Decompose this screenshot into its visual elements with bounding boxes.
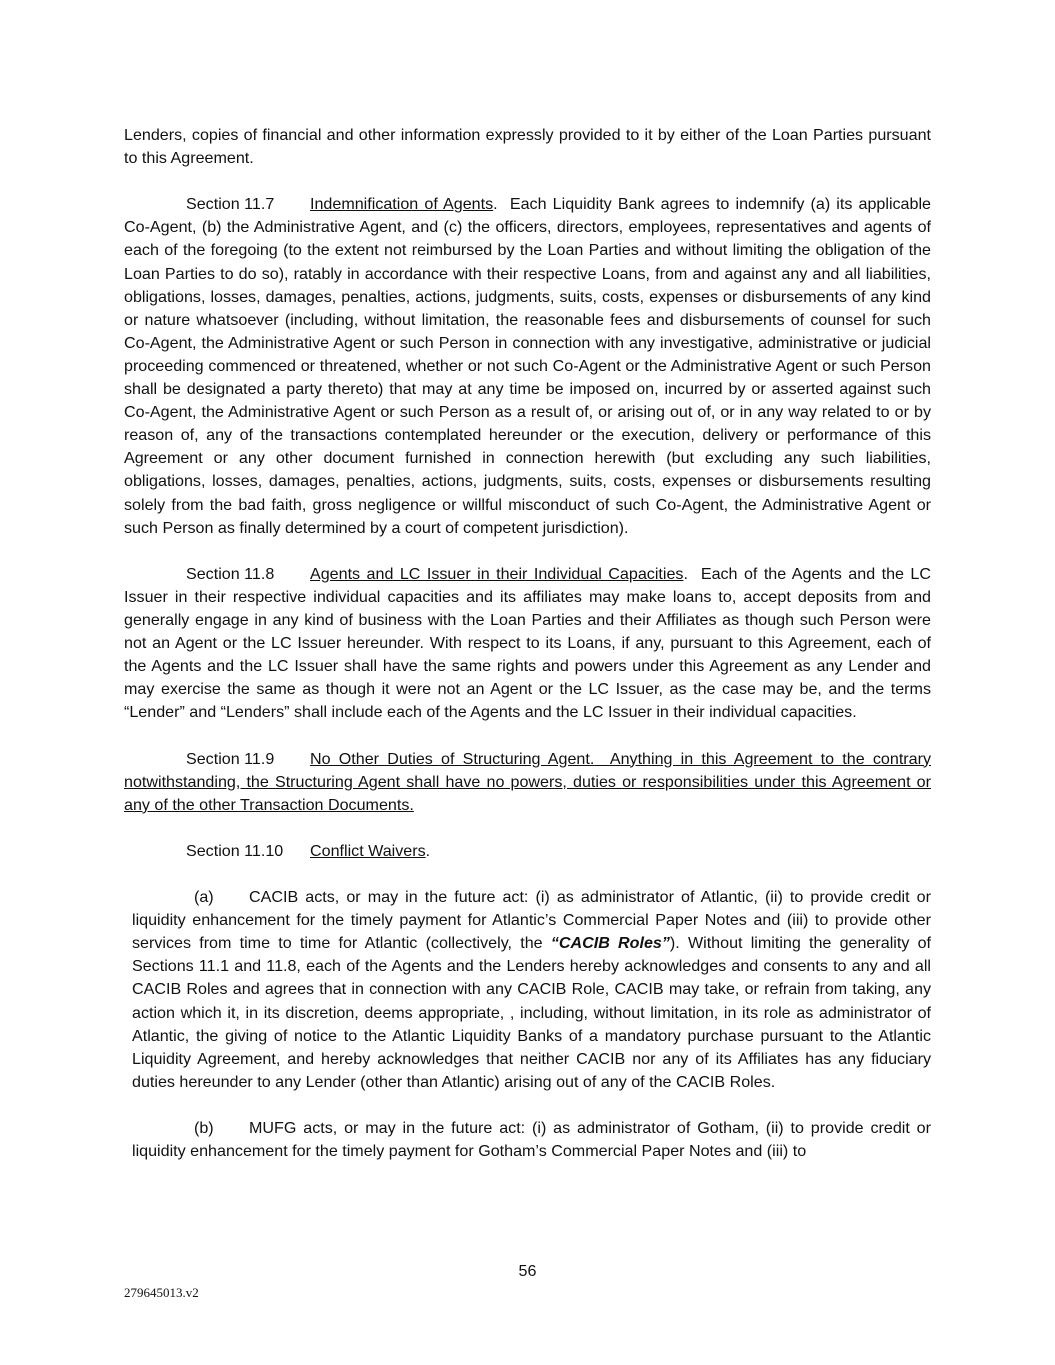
section-11-10-number: Section 11.10 — [186, 841, 284, 860]
section-11-8-number: Section 11.8 — [186, 564, 275, 583]
subsection-a-text-before: CACIB acts, or may in the future act: (i) as administrator of Atlantic, (ii) to provide credit or liquidity enhancement for the timely payment for Atlantic’s Commercial Paper Notes and (iii) to provide other services from time to time for Atlantic (collectively, the — [132, 888, 931, 953]
section-11-10: Section 11.10 Conflict Waivers. — [124, 840, 931, 863]
subsection-a-defined-term: “CACIB Roles” — [550, 934, 670, 953]
section-11-10-title: Conflict Waivers — [310, 841, 426, 860]
subsection-b-label: (b) — [194, 1119, 214, 1138]
section-11-9 — [124, 748, 931, 817]
section-11-9-body: Anything in this Agreement to the contrary notwithstanding, the Structuring Agent shall have no powers, duties or responsibilities under this Agreement or any of the other Transaction Documents. — [124, 749, 932, 814]
subsection-b — [132, 1117, 931, 1163]
section-11-7-title: Indemnification of Agents — [310, 195, 494, 214]
subsection-a — [132, 886, 931, 1094]
document-id: 279645013.v2 — [124, 1285, 199, 1300]
subsection-b-text: MUFG acts, or may in the future act: (i) as administrator of Gotham, (ii) to provide credit or liquidity enhancement for the timely payment for Gotham’s Commercial Paper Notes and (iii) to — [132, 1119, 931, 1161]
continuation-paragraph — [124, 124, 931, 170]
section-11-8-title: Agents and LC Issuer in their Individual Capacities — [310, 564, 684, 583]
continuation-text: Lenders, copies of financial and other information expressly provided to it by either of the Loan Parties pursuant to this Agreement. — [124, 126, 931, 168]
section-11-8: Section 11.8 Agents and LC Issuer in their Individual Capacities. Each of the Agents and the LC Issuer in their respective individual capacities and its affiliates may make loans to, accept deposits from and generally engage in any kind of business with the Loan Parties and their Affiliates as though such Person were not an Agent or the LC Issuer hereunder. With respect to its Loans, if any, pursuant to this Agreement, each of the Agents and the LC Issuer shall have the same rights and powers under this Agreement as any Lender and may exercise the same as though it were not an Agent or the LC Issuer, as the case may be, and the terms “Lender” and “Lenders” shall include each of the Agents and the LC Issuer in their individual capacities. — [124, 564, 931, 722]
page-number: 56 — [518, 1262, 537, 1280]
section-11-9-title: No Other Duties of Structuring Agent. — [310, 749, 595, 768]
subsection-a-text-after: ). Without limiting the generality of Sections 11.1 and 11.8, each of the Agents and the Lenders hereby acknowledges and consents to any and all CACIB Roles and agrees that in connection with any CACIB Role, CACIB may take, or refrain from taking, any action which it, in its discretion, deems appropriate, , including, without limitation, in its role as administrator of Atlantic, the giving of notice to the Atlantic Liquidity Banks of a mandatory purchase pursuant to the Atlantic Liquidity Agreement, and hereby acknowledges that neither CACIB nor any of its Affiliates has any fiduciary duties hereunder to any Lender (other than Atlantic) arising out of any of the CACIB Roles. — [132, 934, 931, 1091]
document-body — [124, 124, 931, 1186]
section-11-7: Section 11.7 Indemnification of Agents. Each Liquidity Bank agrees to indemnify (a) its applicable Co-Agent, (b) the Administrative Agent, and (c) the officers, directors, employees, representatives and agents of each of the foregoing (to the extent not reimbursed by the Loan Parties and without limiting the obligation of the Loan Parties to do so), ratably in accordance with their respective Loans, from and against any and all liabilities, obligations, losses, damages, penalties, actions, judgments, suits, costs, expenses or disbursements of any kind or nature whatsoever (including, without limitation, the reasonable fees and disbursements of counsel for such Co-Agent, the Administrative Agent or such Person in connection with any investigative, administrative or judicial proceeding commenced or threatened, whether or not such Co-Agent or the Administrative Agent or such Person shall be designated a party thereto) that may at any time be imposed on, incurred by or asserted against such Co-Agent, the Administrative Agent or such Person as a result of, or arising out of, or in any way related to or by reason of, any of the transactions contemplated hereunder or the execution, delivery or performance of this Agreement or any other document furnished in connection herewith (but excluding any such liabilities, obligations, losses, damages, penalties, actions, judgments, suits, costs, expenses or disbursements resulting solely from the bad faith, gross negligence or willful misconduct of such Co-Agent, the Administrative Agent or such Person as finally determined by a court of competent jurisdiction). — [124, 195, 931, 537]
subsection-a-label: (a) — [194, 888, 214, 907]
section-11-9-number: Section 11.9 — [186, 749, 275, 768]
section-11-8-body: Each of the Agents and the LC Issuer in their respective individual capacities and its affiliates may make loans to, accept deposits from and generally engage in any kind of business with the Loan Parties and their Affiliates as though such Person were not an Agent or the LC Issuer hereunder. With respect to its Loans, if any, pursuant to this Agreement, each of the Agents and the LC Issuer shall have the same rights and powers under this Agreement as any Lender and may exercise the same as though it were not an Agent or the LC Issuer, as the case may be, and the terms “Lender” and “Lenders” shall include each of the Agents and the LC Issuer in their individual capacities. — [124, 564, 931, 722]
section-11-7-body: Each Liquidity Bank agrees to indemnify (a) its applicable Co-Agent, (b) the Administrative Agent, and (c) the officers, directors, employees, representatives and agents of each of the foregoing (to the extent not reimbursed by the Loan Parties and without limiting the obligation of the Loan Parties to do so), ratably in accordance with their respective Loans, from and against any and all liabilities, obligations, losses, damages, penalties, actions, judgments, suits, costs, expenses or disbursements of any kind or nature whatsoever (including, without limitation, the reasonable fees and disbursements of counsel for such Co-Agent, the Administrative Agent or such Person in connection with any investigative, administrative or judicial proceeding commenced or threatened, whether or not such Co-Agent or the Administrative Agent or such Person shall be designated a party thereto) that may at any time be imposed on, incurred by or asserted against such Co-Agent, the Administrative Agent or such Person as a result of, or arising out of, or in any way related to or by reason of, any of the transactions contemplated hereunder or the execution, delivery or performance of this Agreement or any other document furnished in connection herewith (but excluding any such liabilities, obligations, losses, damages, penalties, actions, judgments, suits, costs, expenses or disbursements resulting solely from the bad faith, gross negligence or willful misconduct of such Co-Agent, the Administrative Agent or such Person as finally determined by a court of competent jurisdiction). — [124, 195, 931, 537]
section-11-7-number: Section 11.7 — [186, 195, 275, 214]
